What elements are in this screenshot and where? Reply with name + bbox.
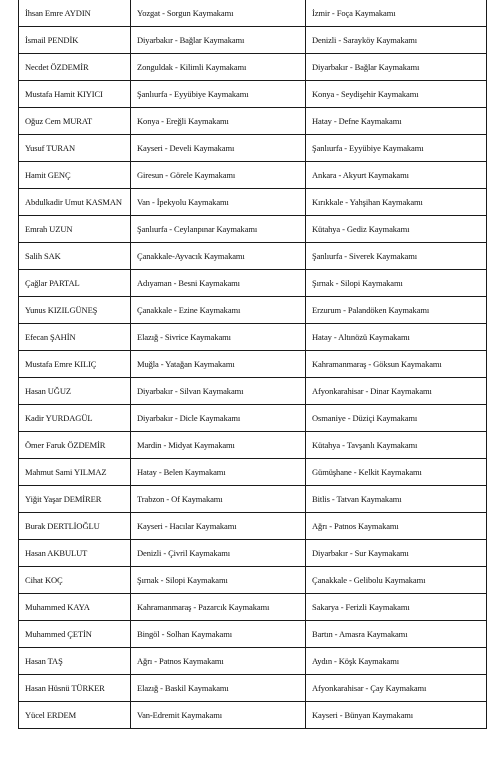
new-post-cell: Hatay - Defne Kaymakamı — [306, 108, 487, 135]
person-name-cell: Kadir YURDAGÜL — [19, 405, 131, 432]
new-post-cell: Denizli - Sarayköy Kaymakamı — [306, 27, 487, 54]
person-name-cell: Yiğit Yaşar DEMİRER — [19, 486, 131, 513]
person-name-cell: Oğuz Cem MURAT — [19, 108, 131, 135]
table-row — [19, 621, 487, 648]
person-name-cell: Çağlar PARTAL — [19, 270, 131, 297]
table-row — [19, 675, 487, 702]
new-post-cell: Ankara - Akyurt Kaymakamı — [306, 162, 487, 189]
person-name-cell: Hasan UĞUZ — [19, 378, 131, 405]
new-post-cell: Kırıkkale - Yahşihan Kaymakamı — [306, 189, 487, 216]
table-row — [19, 432, 487, 459]
table-row — [19, 54, 487, 81]
table-row — [19, 297, 487, 324]
previous-post-cell: Hatay - Belen Kaymakamı — [131, 459, 306, 486]
new-post-cell: Diyarbakır - Sur Kaymakamı — [306, 540, 487, 567]
table-row — [19, 648, 487, 675]
person-name-cell: Necdet ÖZDEMİR — [19, 54, 131, 81]
person-name-cell: Muhammed KAYA — [19, 594, 131, 621]
new-post-cell: Konya - Seydişehir Kaymakamı — [306, 81, 487, 108]
person-name-cell: Hasan Hüsnü TÜRKER — [19, 675, 131, 702]
new-post-cell: Aydın - Köşk Kaymakamı — [306, 648, 487, 675]
previous-post-cell: Muğla - Yatağan Kaymakamı — [131, 351, 306, 378]
previous-post-cell: Yozgat - Sorgun Kaymakamı — [131, 0, 306, 27]
previous-post-cell: Bingöl - Solhan Kaymakamı — [131, 621, 306, 648]
table-row — [19, 243, 487, 270]
table-row — [19, 486, 487, 513]
person-name-cell: Efecan ŞAHİN — [19, 324, 131, 351]
person-name-cell: Yücel ERDEM — [19, 702, 131, 729]
table-row — [19, 135, 487, 162]
table-row — [19, 702, 487, 729]
previous-post-cell: Şanlıurfa - Ceylanpınar Kaymakamı — [131, 216, 306, 243]
new-post-cell: Bitlis - Tatvan Kaymakamı — [306, 486, 487, 513]
person-name-cell: Hamit GENÇ — [19, 162, 131, 189]
person-name-cell: Mustafa Emre KILIÇ — [19, 351, 131, 378]
new-post-cell: Osmaniye - Düziçi Kaymakamı — [306, 405, 487, 432]
previous-post-cell: Elazığ - Baskil Kaymakamı — [131, 675, 306, 702]
previous-post-cell: Ağrı - Patnos Kaymakamı — [131, 648, 306, 675]
new-post-cell: Kahramanmaraş - Göksun Kaymakamı — [306, 351, 487, 378]
new-post-cell: Afyonkarahisar - Çay Kaymakamı — [306, 675, 487, 702]
table-row — [19, 351, 487, 378]
table-row — [19, 162, 487, 189]
table-row — [19, 108, 487, 135]
new-post-cell: Gümüşhane - Kelkit Kaymakamı — [306, 459, 487, 486]
table-row — [19, 513, 487, 540]
previous-post-cell: Şırnak - Silopi Kaymakamı — [131, 567, 306, 594]
new-post-cell: Sakarya - Ferizli Kaymakamı — [306, 594, 487, 621]
person-name-cell: Mustafa Hamit KIYICI — [19, 81, 131, 108]
person-name-cell: Salih SAK — [19, 243, 131, 270]
previous-post-cell: Çanakkale - Ezine Kaymakamı — [131, 297, 306, 324]
new-post-cell: Erzurum - Palandöken Kaymakamı — [306, 297, 487, 324]
previous-post-cell: Diyarbakır - Bağlar Kaymakamı — [131, 27, 306, 54]
previous-post-cell: Trabzon - Of Kaymakamı — [131, 486, 306, 513]
table-row — [19, 81, 487, 108]
previous-post-cell: Elazığ - Sivrice Kaymakamı — [131, 324, 306, 351]
table-row — [19, 324, 487, 351]
previous-post-cell: Kahramanmaraş - Pazarcık Kaymakamı — [131, 594, 306, 621]
table-row — [19, 216, 487, 243]
previous-post-cell: Çanakkale-Ayvacık Kaymakamı — [131, 243, 306, 270]
person-name-cell: Abdulkadir Umut KASMAN — [19, 189, 131, 216]
document-page — [18, 0, 486, 729]
appointments-table — [18, 0, 487, 729]
person-name-cell: Yusuf TURAN — [19, 135, 131, 162]
previous-post-cell: Denizli - Çivril Kaymakamı — [131, 540, 306, 567]
previous-post-cell: Van-Edremit Kaymakamı — [131, 702, 306, 729]
new-post-cell: Kayseri - Bünyan Kaymakamı — [306, 702, 487, 729]
previous-post-cell: Diyarbakır - Dicle Kaymakamı — [131, 405, 306, 432]
appointments-table-body — [19, 0, 487, 729]
new-post-cell: İzmir - Foça Kaymakamı — [306, 0, 487, 27]
new-post-cell: Bartın - Amasra Kaymakamı — [306, 621, 487, 648]
previous-post-cell: Konya - Ereğli Kaymakamı — [131, 108, 306, 135]
previous-post-cell: Giresun - Görele Kaymakamı — [131, 162, 306, 189]
new-post-cell: Hatay - Altınözü Kaymakamı — [306, 324, 487, 351]
table-row — [19, 27, 487, 54]
person-name-cell: Yunus KIZILGÜNEŞ — [19, 297, 131, 324]
person-name-cell: Ömer Faruk ÖZDEMİR — [19, 432, 131, 459]
person-name-cell: İhsan Emre AYDIN — [19, 0, 131, 27]
person-name-cell: Emrah UZUN — [19, 216, 131, 243]
table-row — [19, 540, 487, 567]
previous-post-cell: Şanlıurfa - Eyyübiye Kaymakamı — [131, 81, 306, 108]
new-post-cell: Çanakkale - Gelibolu Kaymakamı — [306, 567, 487, 594]
previous-post-cell: Kayseri - Develi Kaymakamı — [131, 135, 306, 162]
new-post-cell: Şanlıurfa - Eyyübiye Kaymakamı — [306, 135, 487, 162]
table-row — [19, 0, 487, 27]
previous-post-cell: Zonguldak - Kilimli Kaymakamı — [131, 54, 306, 81]
previous-post-cell: Adıyaman - Besni Kaymakamı — [131, 270, 306, 297]
new-post-cell: Ağrı - Patnos Kaymakamı — [306, 513, 487, 540]
table-row — [19, 270, 487, 297]
table-row — [19, 594, 487, 621]
person-name-cell: Burak DERTLİOĞLU — [19, 513, 131, 540]
new-post-cell: Şırnak - Silopi Kaymakamı — [306, 270, 487, 297]
table-row — [19, 405, 487, 432]
new-post-cell: Afyonkarahisar - Dinar Kaymakamı — [306, 378, 487, 405]
person-name-cell: Muhammed ÇETİN — [19, 621, 131, 648]
new-post-cell: Kütahya - Gediz Kaymakamı — [306, 216, 487, 243]
previous-post-cell: Mardin - Midyat Kaymakamı — [131, 432, 306, 459]
table-row — [19, 189, 487, 216]
new-post-cell: Kütahya - Tavşanlı Kaymakamı — [306, 432, 487, 459]
previous-post-cell: Diyarbakır - Silvan Kaymakamı — [131, 378, 306, 405]
table-row — [19, 378, 487, 405]
person-name-cell: Hasan AKBULUT — [19, 540, 131, 567]
table-row — [19, 459, 487, 486]
person-name-cell: Mahmut Sami YILMAZ — [19, 459, 131, 486]
person-name-cell: Cihat KOÇ — [19, 567, 131, 594]
new-post-cell: Diyarbakır - Bağlar Kaymakamı — [306, 54, 487, 81]
person-name-cell: İsmail PENDİK — [19, 27, 131, 54]
previous-post-cell: Van - İpekyolu Kaymakamı — [131, 189, 306, 216]
table-row — [19, 567, 487, 594]
previous-post-cell: Kayseri - Hacılar Kaymakamı — [131, 513, 306, 540]
person-name-cell: Hasan TAŞ — [19, 648, 131, 675]
new-post-cell: Şanlıurfa - Siverek Kaymakamı — [306, 243, 487, 270]
